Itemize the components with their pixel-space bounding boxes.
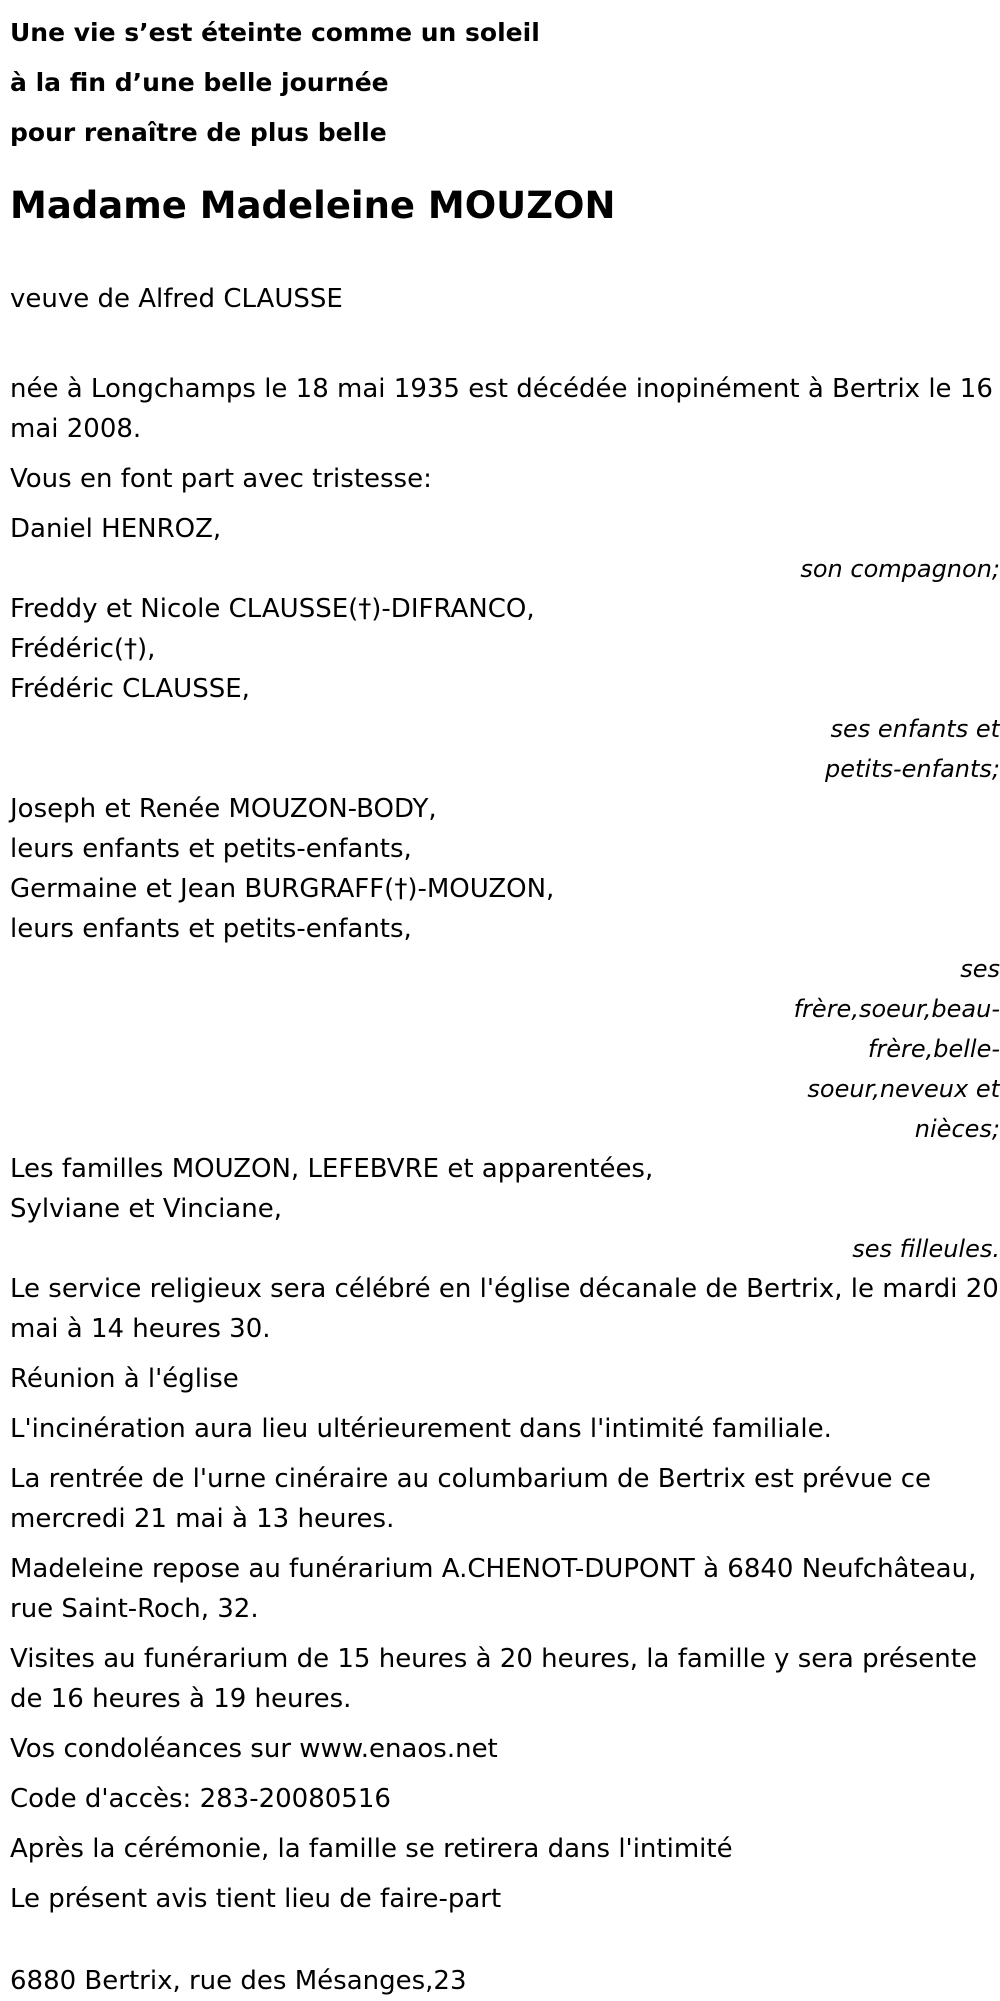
relation-label-children: ses enfants et petits-enfants;	[825, 715, 1000, 783]
mourner-name: Germaine et Jean BURGRAFF(†)-MOUZON,	[10, 874, 555, 904]
verse-line-1: Une vie s’est éteinte comme un soleil	[10, 18, 540, 47]
mourner-group-siblings	[10, 789, 1000, 949]
obituary-content	[10, 0, 1000, 2001]
rests-text: Madeleine repose au funérarium A.CHENOT-DUPONT à 6840 Neufchâteau, rue Saint-Roch, 32.	[10, 1554, 977, 1624]
relation-label-companion: son compagnon;	[800, 555, 1000, 583]
mourner-group-children	[10, 589, 1000, 709]
verse-line-3: pour renaître de plus belle	[10, 118, 387, 147]
mourner-name: Daniel HENROZ,	[10, 514, 222, 544]
mourner-name: leurs enfants et petits-enfants,	[10, 914, 412, 944]
urn-text: La rentrée de l'urne cinéraire au columbarium de Bertrix est prévue ce mercredi 21 mai à 13 heures.	[10, 1464, 932, 1534]
after-ceremony-text: Après la cérémonie, la famille se retirera dans l'intimité	[10, 1834, 733, 1864]
mourner-group-godchildren	[10, 1149, 1000, 1229]
announcement-intro: Vous en font part avec tristesse:	[10, 464, 432, 494]
mourner-name: Freddy et Nicole CLAUSSE(†)-DIFRANCO,	[10, 594, 535, 624]
opening-verse	[10, 0, 1000, 158]
service-text: Le service religieux sera célébré en l'église décanale de Bertrix, le mardi 20 mai à 14 heures 30.	[10, 1274, 999, 1344]
mourner-group-companion	[10, 509, 1000, 549]
access-code-text: Code d'accès: 283-20080516	[10, 1784, 391, 1814]
relation-label-godchildren: ses filleules.	[852, 1235, 1000, 1263]
verse-line-2: à la fin d’une belle journée	[10, 68, 389, 97]
family-address: 6880 Bertrix, rue des Mésanges,23	[10, 1966, 467, 1996]
meeting-text: Réunion à l'église	[10, 1364, 239, 1394]
mourner-name: Sylviane et Vinciane,	[10, 1194, 282, 1224]
cremation-text: L'incinération aura lieu ultérieurement dans l'intimité familiale.	[10, 1414, 832, 1444]
mourner-name: Les familles MOUZON, LEFEBVRE et apparentées,	[10, 1154, 654, 1184]
mourner-name: leurs enfants et petits-enfants,	[10, 834, 412, 864]
relation-label-siblings: ses frère,soeur,beau-frère,belle-soeur,neveux et nièces;	[793, 955, 1000, 1143]
deceased-name: Madame Madeleine MOUZON	[10, 184, 616, 227]
condolences-text: Vos condoléances sur www.enaos.net	[10, 1734, 498, 1764]
mourner-name: Frédéric(†),	[10, 634, 156, 664]
visits-text: Visites au funérarium de 15 heures à 20 heures, la famille y sera présente de 16 heures à 19 heures.	[10, 1644, 977, 1714]
mourner-name: Joseph et Renée MOUZON-BODY,	[10, 794, 437, 824]
notice-text: Le présent avis tient lieu de faire-part	[10, 1884, 502, 1914]
mourner-name: Frédéric CLAUSSE,	[10, 674, 250, 704]
birth-death-text: née à Longchamps le 18 mai 1935 est décédée inopinément à Bertrix le 16 mai 2008.	[10, 374, 993, 444]
widow-of: veuve de Alfred CLAUSSE	[10, 284, 343, 314]
